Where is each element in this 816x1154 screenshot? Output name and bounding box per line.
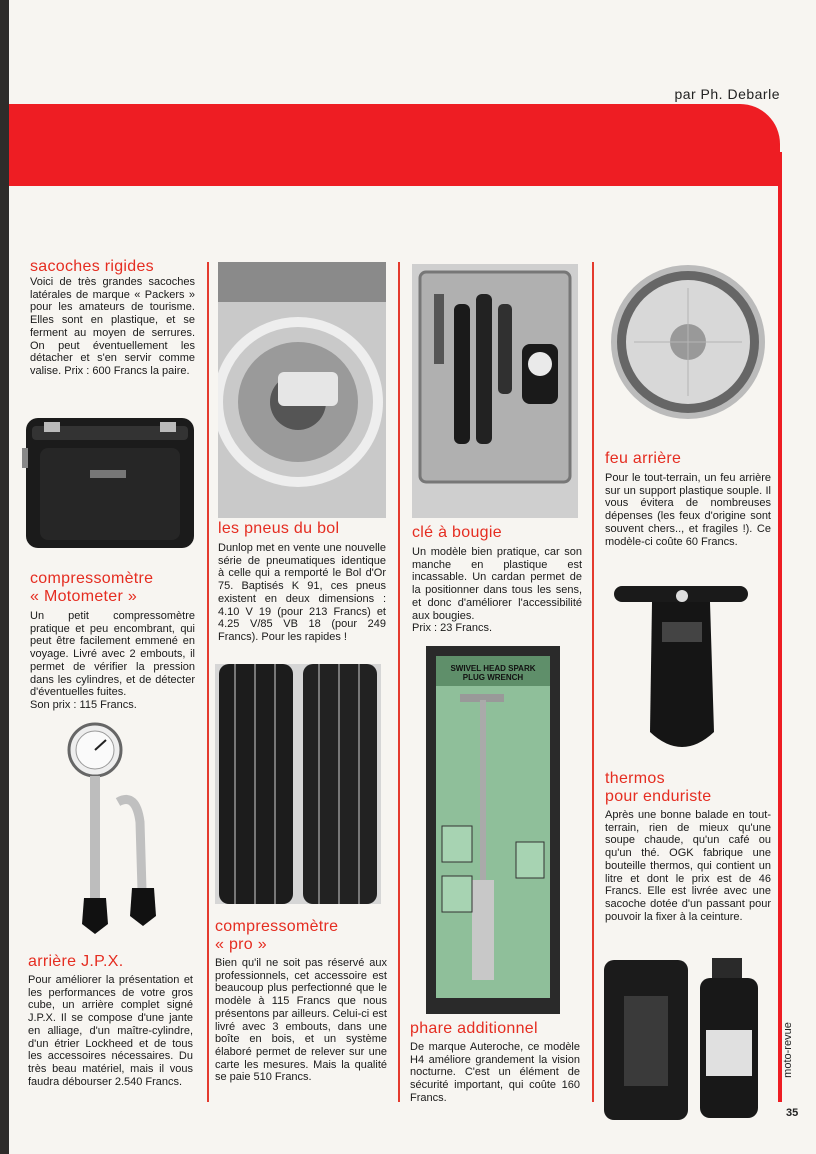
article-body: Bien qu'il ne soit pas réservé aux professionnels, cet accessoire est beaucoup plus perfectionné que le modèle à 115 Francs que nous présentons par ailleurs. Celui-ci est livré avec 3 embouts, dans une boîte en bois, et un système élaboré permet de relever sur une carte les mesures. Mais la qualité se paie 510 Francs.	[215, 957, 387, 1084]
article-price: Prix : 23 Francs.	[412, 622, 493, 635]
article-sacoches	[30, 258, 195, 378]
column-divider	[592, 262, 594, 1102]
thermos-and-pouch-photo	[600, 950, 772, 1125]
column-divider	[207, 262, 209, 1102]
article-bougie	[412, 524, 582, 635]
pressure-gauge-photo	[50, 722, 180, 942]
article-body: Un modèle bien pratique, car son manche en plastique est incassable. Un cardan permet de la positionner dans tous les sens, et donc d'améliorer l'accessibilité aux bougies.	[412, 546, 582, 622]
page-binding-edge	[0, 0, 9, 1154]
article-thermos	[605, 770, 771, 923]
article-body: Pour le tout-terrain, un feu arrière sur un support plastique souple. Il vous évitera de nombreuses dépenses (les feux d'origine sont souvent chers.., et fragiles !). Ce modèle-ci coûte 60 Francs.	[605, 472, 771, 548]
tyres-photo	[215, 664, 381, 904]
byline: par Ph. Debarle	[674, 86, 780, 102]
article-title: compressomètre	[30, 570, 154, 587]
red-header-band	[9, 104, 780, 186]
page-number: 35	[786, 1107, 799, 1119]
article-pro	[215, 918, 387, 1084]
article-price: Son prix : 115 Francs.	[30, 698, 137, 711]
red-right-rule	[778, 152, 782, 1102]
tail-light-photo	[606, 582, 756, 762]
article-title: les pneus du bol	[218, 520, 340, 537]
magazine-side-label: moto-revue	[781, 1022, 794, 1078]
brake-disc-photo	[218, 262, 386, 518]
article-body: Un petit compressomètre pratique et peu encombrant, qui peut être facilement emmené en voyage. Livré avec 2 embouts, il permet de vérifier la pression dans les cylindres, et de détecter d'éventuelles fuites.	[30, 610, 195, 699]
article-title: « pro »	[215, 936, 267, 953]
article-title: compressomètre	[215, 918, 339, 935]
spark-plug-wrench-photo	[426, 646, 560, 1014]
column-divider	[398, 262, 400, 1102]
article-body: Voici de très grandes sacoches latérales de marque « Packers » pour les amateurs de tourisme. Elles sont en plastique, et se ferment au moyen de serrures. On peut éventuellement les détacher et s'en servir comme valise. Prix : 600 Francs la paire.	[30, 276, 195, 377]
article-body: Dunlop met en vente une nouvelle série de pneumatiques identique à celle qui a remporté le Bol d'Or 75. Baptisés K 91, ces pneus existent en deux dimensions : 4.10 V 19 (pour 213 Francs) et 4.25 V/85 VB 18 (pour 249 Francs). Pour les rapides !	[218, 542, 386, 643]
article-motometer	[30, 570, 195, 712]
article-title: thermos	[605, 770, 665, 787]
article-feu	[605, 450, 771, 548]
article-title: feu arrière	[605, 450, 682, 467]
headlamp-photo	[604, 262, 772, 437]
pressure-tester-kit-photo	[412, 264, 578, 518]
saddlebag-photo	[22, 408, 202, 550]
article-title: sacoches rigides	[30, 258, 154, 275]
article-phare	[410, 1020, 580, 1105]
article-title: pour enduriste	[605, 788, 712, 805]
article-body: Après une bonne balade en tout-terrain, rien de mieux qu'une soupe chaude, qu'un café ou qu'un thé. OGK fabrique une bouteille thermos, qui contient un litre et dont le prix est de 46 Francs. Elle est livrée avec une sacoche dotée d'un passant pour pouvoir la fixer à la ceinture.	[605, 809, 771, 923]
article-title: arrière J.P.X.	[28, 953, 124, 970]
article-body: Pour améliorer la présentation et les performances de votre gros cube, un arrière complet signé J.P.X. Il se compose d'une jante en alliage, d'un maître-cylindre, d'un étrier Lockheed et de tous les accessoires nécessaires. Du très beau matériel, mais il vous faudra débourser 2.540 Francs.	[28, 974, 193, 1088]
wrench-packaging-label: SWIVEL HEAD SPARK PLUG WRENCH	[450, 664, 536, 682]
article-title: « Motometer »	[30, 588, 138, 605]
article-title: phare additionnel	[410, 1020, 538, 1037]
article-pneus	[218, 520, 386, 644]
article-jpx	[28, 953, 193, 1088]
article-title: clé à bougie	[412, 524, 502, 541]
article-body: De marque Auteroche, ce modèle H4 améliore grandement la vision nocturne. C'est un élément de sécurité important, qui coûte 160 Francs.	[410, 1041, 580, 1104]
